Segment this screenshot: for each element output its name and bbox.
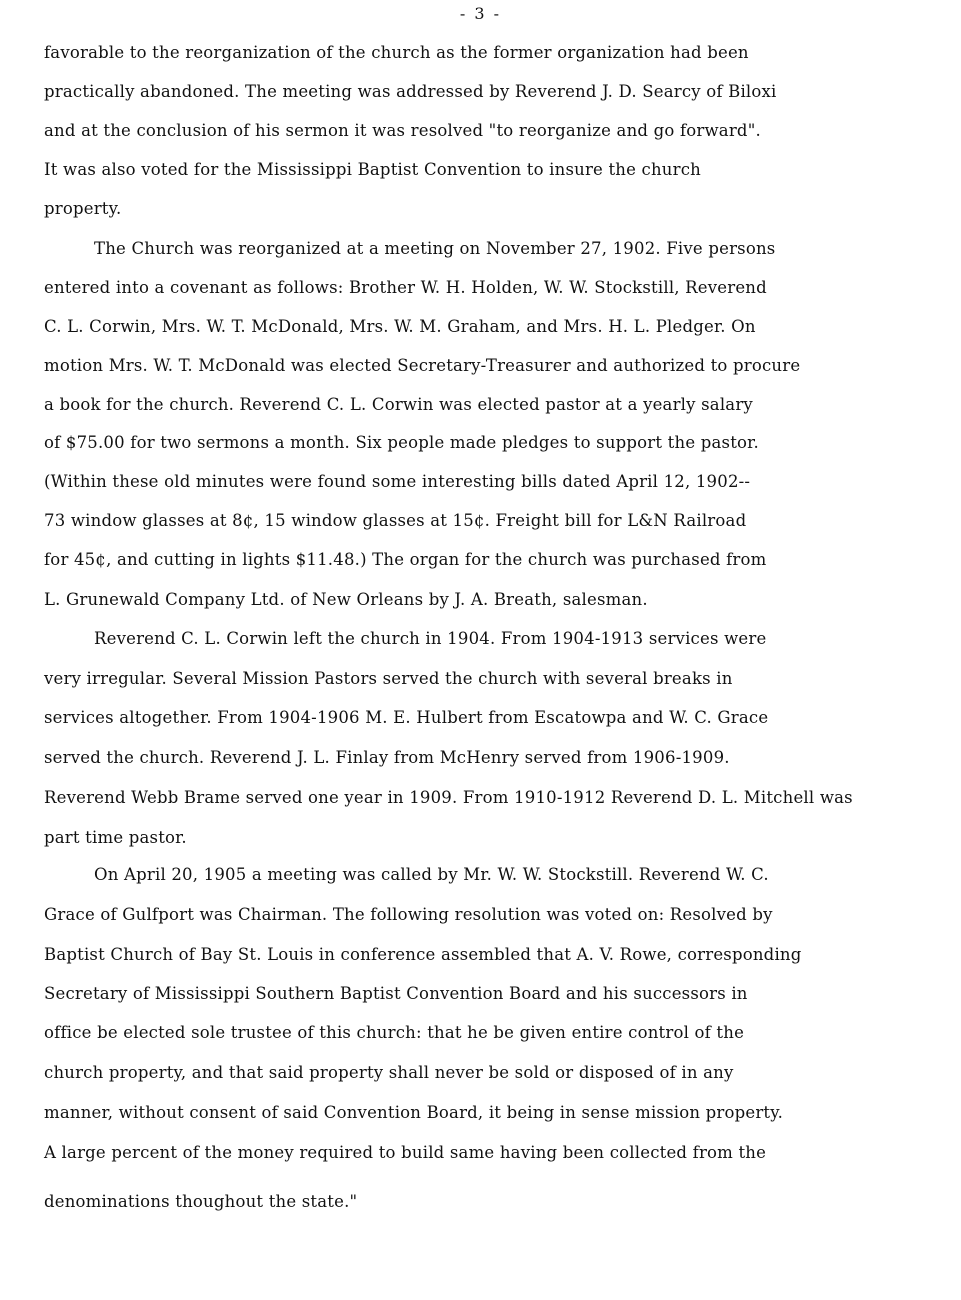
text-line: services altogether. From 1904-1906 M. E. Hulbert from Escatowpa and W. C. Grace [44,708,769,727]
text-line: of $75.00 for two sermons a month. Six people made pledges to support the pastor. [44,433,759,452]
text-line: A large percent of the money required to build same having been collected from the [44,1143,767,1162]
text-line: manner, without consent of said Convention Board, it being in sense mission property. [44,1103,784,1122]
text-line: 73 window glasses at 8¢, 15 window glasses at 15¢. Freight bill for L&N Railroad [44,511,747,530]
text-line: for 45¢, and cutting in lights $11.48.) The organ for the church was purchased from [44,550,767,569]
text-line: L. Grunewald Company Ltd. of New Orleans by J. A. Breath, salesman. [44,590,648,609]
page-number: - 3 - [459,4,502,23]
paragraph-start-line: Reverend C. L. Corwin left the church in 1904. From 1904-1913 services were [94,629,767,648]
text-line: office be elected sole trustee of this church: that he be given entire control of the [44,1023,745,1042]
text-line: a book for the church. Reverend C. L. Corwin was elected pastor at a yearly salary [44,395,753,414]
text-line: C. L. Corwin, Mrs. W. T. McDonald, Mrs. W. M. Graham, and Mrs. H. L. Pledger. On [44,317,756,336]
text-line: very irregular. Several Mission Pastors served the church with several breaks in [44,669,733,688]
text-line: favorable to the reorganization of the church as the former organization had been [44,43,749,62]
text-line: Reverend Webb Brame served one year in 1909. From 1910-1912 Reverend D. L. Mitchell was [44,788,853,807]
paragraph-start-line: The Church was reorganized at a meeting on November 27, 1902. Five persons [94,239,776,258]
text-line: entered into a covenant as follows: Brother W. H. Holden, W. W. Stockstill, Reverend [44,278,767,297]
text-line: It was also voted for the Mississippi Baptist Convention to insure the church [44,160,701,179]
text-line: and at the conclusion of his sermon it was resolved "to reorganize and go forward". [44,121,761,140]
text-line: Secretary of Mississippi Southern Baptist Convention Board and his successors in [44,984,748,1003]
text-line: practically abandoned. The meeting was addressed by Reverend J. D. Searcy of Biloxi [44,82,777,101]
text-line: Baptist Church of Bay St. Louis in conference assembled that A. V. Rowe, corresponding [44,945,802,964]
text-line: property. [44,199,122,218]
text-line: (Within these old minutes were found some interesting bills dated April 12, 1902-- [44,472,751,491]
text-line: Grace of Gulfport was Chairman. The following resolution was voted on: Resolved by [44,905,773,924]
text-line: part time pastor. [44,828,187,847]
paragraph-start-line: On April 20, 1905 a meeting was called by Mr. W. W. Stockstill. Reverend W. C. [94,865,769,884]
text-line: motion Mrs. W. T. McDonald was elected Secretary-Treasurer and authorized to procure [44,356,801,375]
text-line: denominations thoughout the state." [44,1192,358,1211]
text-line: church property, and that said property shall never be sold or disposed of in any [44,1063,734,1082]
text-line: served the church. Reverend J. L. Finlay from McHenry served from 1906-1909. [44,748,730,767]
